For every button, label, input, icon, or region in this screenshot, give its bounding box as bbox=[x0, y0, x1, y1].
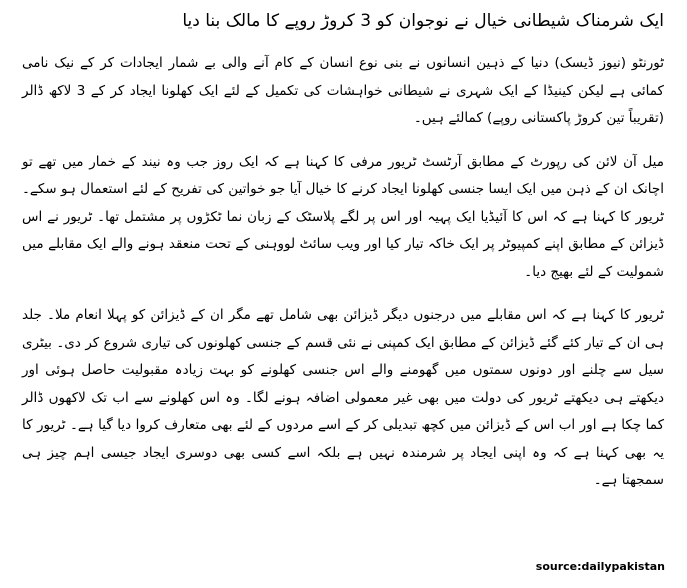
source-credit: source:dailypakistan bbox=[535, 560, 665, 573]
article-paragraph-3: ٹریور کا کہنا ہے کہ اس مقابلے میں درجنوں دیگر ڈیزائن بھی شامل تھے مگر ان کے ڈیزائن کو پہلا انعام ملا۔ جلد ہی ان کے تیار کئے گئے ڈیزائن کے مطابق ایک کمپنی نے نئی قسم کے جنسی کھلونوں کی تیاری شروع کر دی۔ بیٹری سیل سے چلنے اور دونوں سمتوں میں گھومنے والے اس جنسی کھلونے کو بہت زیادہ مقبولیت حاصل ہوئی اور دیکھتے ہی دیکھتے ٹریور کی دولت میں بھی غیر معمولی اضافہ ہونے لگا۔ وہ اس کھلونے سے اب تک لاکھوں ڈالر کما چکا ہے اور اب اس کے ڈیزائن میں کچھ تبدیلی کر کے اسے مردوں کے لئے بھی متعارف کروا دیا گیا ہے۔ ٹریور کا یہ بھی کہنا ہے کہ وہ اپنی ایجاد پر شرمندہ نہیں ہے بلکہ اسے کسی بھی دوسری ایجاد جیسی اہم چیز ہی سمجھتا ہے۔ bbox=[22, 307, 664, 488]
article-headline: ایک شرمناک شیطانی خیال نے نوجوان کو 3 کروڑ روپے کا مالک بنا دیا bbox=[182, 11, 664, 31]
article-paragraph-2: میل آن لائن کی رپورٹ کے مطابق آرٹسٹ ٹریور مرفی کا کہنا ہے کہ ایک روز جب وہ نیند کے خمار میں تھے تو اچانک ان کے ذہن میں ایک ایسا جنسی کھلونا ایجاد کرنے کا خیال آیا جو خواتین کی تفریح کے لئے استعمال ہو سکے۔ ٹریور کا کہنا ہے کہ اس کا آئیڈیا ایک پہیہ اور اس پر لگے پلاسٹک کے زبان نما ٹکڑوں پر مشتمل تھا۔ ٹریور نے اس ڈیزائن کے مطابق اپنے کمپیوٹر پر ایک خاکہ تیار کیا اور ویب سائٹ لووہنی کے تحت منعقد ہونے والے ایک مقابلے میں شمولیت کے لئے بھیج دیا۔ bbox=[22, 153, 664, 280]
article-paragraph-1: ٹورنٹو (نیوز ڈیسک) دنیا کے ذہین انسانوں نے بنی نوع انسان کے کام آنے والی بے شمار ایجادات کر کے نیک نامی کمائی ہے لیکن کینیڈا کے ایک شہری نے شیطانی خواہشات کی تکمیل کے لئے ایک کھلونا ایجاد کر کے 3 لاکھ ڈالر (تقریباً تین کروڑ پاکستانی روپے) کمالئے ہیں۔ bbox=[22, 55, 664, 126]
article bbox=[22, 8, 664, 495]
